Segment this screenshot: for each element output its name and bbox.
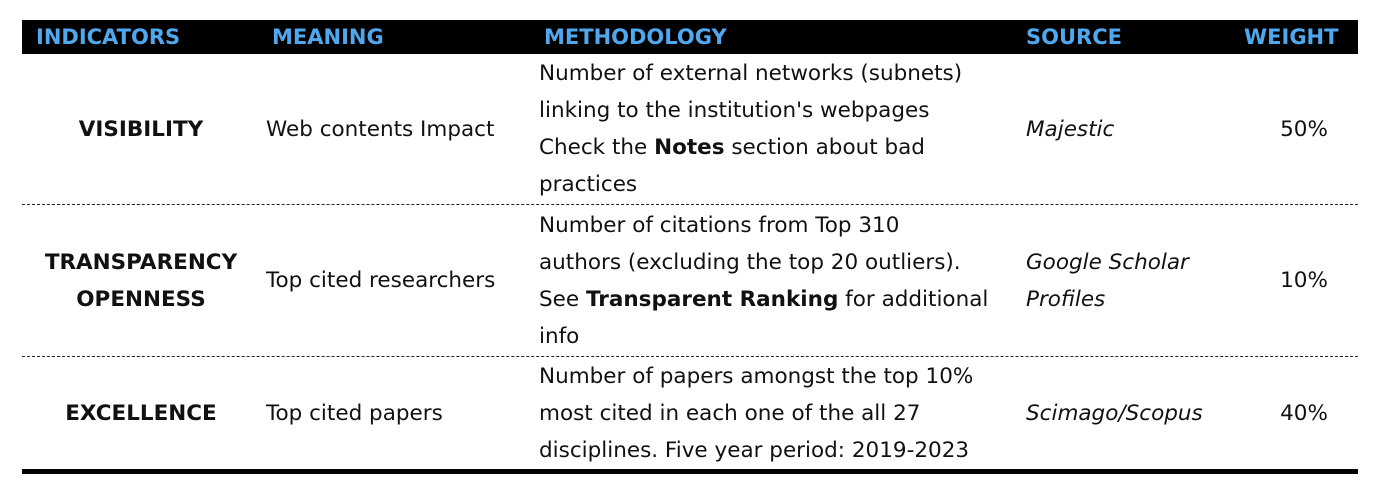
meaning-cell: Web contents Impact: [266, 116, 495, 142]
source-cell: [1026, 205, 1236, 356]
indicator-label: EXCELLENCE: [65, 400, 217, 426]
methodology-line: Number of papers amongst the top 10%: [539, 363, 974, 389]
indicators-table: [22, 20, 1358, 474]
table-row: [22, 205, 1358, 357]
table-row: [22, 357, 1358, 474]
table-header: [22, 20, 1358, 54]
source-label: Google Scholar: [1026, 249, 1189, 275]
indicator-cell: [22, 54, 260, 204]
methodology-emphasis: Transparent Ranking: [585, 286, 839, 312]
table-body: [22, 54, 1358, 474]
weight-cell: 50%: [1280, 116, 1328, 142]
indicator-label: OPENNESS: [76, 286, 206, 312]
source-cell: [1026, 357, 1236, 469]
header-source: SOURCE: [1026, 25, 1122, 49]
source-label: Profiles: [1026, 286, 1106, 312]
methodology-line: practices: [539, 172, 638, 197]
methodology-line: See Transparent Ranking for additional: [539, 286, 989, 312]
methodology-line: Check the Notes section about bad: [539, 135, 925, 160]
indicator-label: VISIBILITY: [78, 116, 204, 142]
meaning-cell: Top cited researchers: [266, 268, 496, 293]
methodology-line: most cited in each one of the all 27: [539, 400, 921, 426]
source-cell: [1026, 54, 1236, 204]
methodology-line: linking to the institution's webpages: [539, 98, 930, 123]
indicator-cell: [22, 205, 260, 356]
methodology-cell: [539, 54, 1019, 204]
methodology-line: disciplines. Five year period: 2019-2023: [539, 437, 970, 463]
indicator-label: TRANSPARENCY: [44, 249, 238, 275]
weight-cell: 10%: [1280, 268, 1328, 293]
methodology-cell: [539, 357, 1019, 469]
source-label: Scimago/Scopus: [1026, 400, 1203, 426]
header-indicators: INDICATORS: [36, 25, 181, 49]
methodology-cell: [539, 205, 1019, 356]
weight-cell: 40%: [1280, 400, 1328, 426]
meaning-cell: Top cited papers: [266, 400, 443, 426]
methodology-line: Number of citations from Top 310: [539, 212, 900, 238]
table-row: [22, 54, 1358, 205]
methodology-emphasis: Notes: [654, 135, 725, 160]
methodology-line: Number of external networks (subnets): [539, 61, 963, 86]
header-methodology: METHODOLOGY: [544, 25, 727, 49]
methodology-line: authors (excluding the top 20 outliers).: [539, 249, 961, 275]
indicator-cell: [22, 357, 260, 469]
source-label: Majestic: [1026, 116, 1115, 142]
methodology-line: info: [539, 323, 580, 349]
header-weight: WEIGHT: [1244, 25, 1339, 49]
header-meaning: MEANING: [272, 25, 384, 49]
